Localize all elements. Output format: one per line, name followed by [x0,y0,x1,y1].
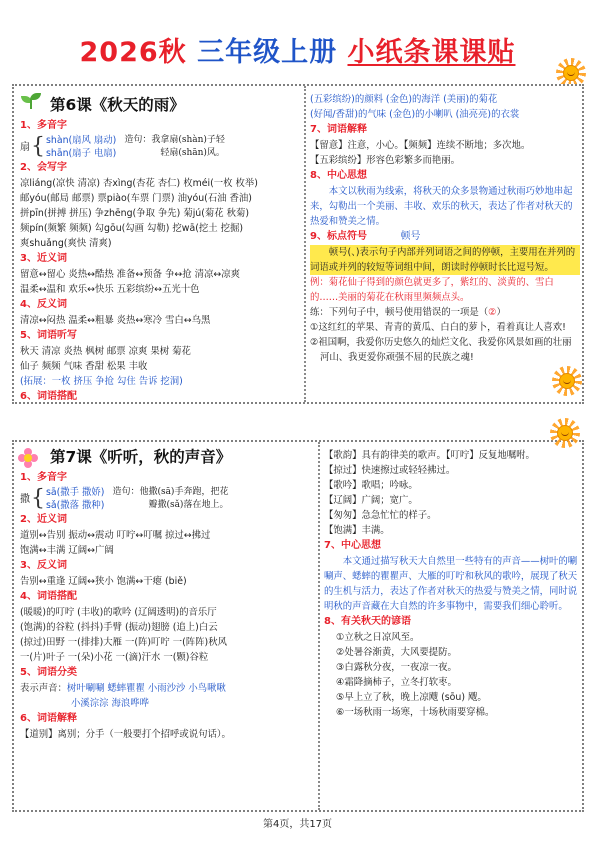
lesson7-sec-collocation: 4、词语搭配 [20,591,77,602]
punct-option-1: ①这红红的苹果、青青的黄瓜、白白的萝卜，看着真让人喜欢! [310,322,566,333]
proverb-line: ④霜降摘柿子，立冬打软枣。 [336,677,457,688]
lesson7-polyphone [20,486,314,512]
lesson6-title: 第6课《秋天的雨》 [50,96,185,114]
classify-line: 小溪淙淙 海浪哗哗 [71,698,149,709]
page-footer: 第4页，共17页 [262,819,333,830]
classify-line: 表示声音：树叶唰唰 蟋蟀瞿瞿 小雨沙沙 小鸟啾啾 [20,683,226,694]
proverb-line: ③白露秋分夜，一夜凉一夜。 [336,662,457,673]
explain-line: 【留意】注意，小心。【频频】连续不断地；多次地。 [310,140,531,151]
poly-char: 撒 [20,493,30,505]
theme-paragraph: 本文通过描写秋天大自然里一些特有的声音——树叶的唰唰声、蟋蟀的瞿瞿声、大雁的叮咛和秋风的歌吟，展现了秋天的生机与活力，表达了作者对秋天的热爱与赞美之情，同时说明秋的声音藏在大自然的许多事物中，需要我们细心聆听。 [324,556,578,612]
collocation-line: (五彩缤纷)的颜料 (金色)的海洋 (美丽)的菊花 [310,94,498,105]
synonym-line: 道别↔告别 振动↔震动 叮咛↔叮嘱 掠过↔拂过 [20,530,211,541]
proverb-line: ⑥一场秋雨一场寒，十场秋雨要穿棉。 [336,707,495,718]
sun-icon [550,418,580,448]
writing-line: 邮yóu(邮局 邮票) 票piào(车票 门票) 油yóu(石油 香油) [20,193,252,204]
title-subject: 小纸条课课贴 [347,37,516,68]
lesson7-sec-theme: 7、中心思想 [324,540,381,551]
lesson7-sec-explain: 6、词语解释 [20,713,77,724]
poly-reading-1: shàn(扇风 扇动) [46,135,117,146]
dictation-line: 秋天 清凉 炎热 枫树 邮票 凉爽 果树 菊花 [20,346,191,357]
brace-icon: { [31,134,45,159]
proverb-line: ②处暑谷渐黄，大风要提防。 [336,647,457,658]
lesson7-sec-proverbs: 8、有关秋天的谚语 [324,616,411,627]
lesson6-sec-polyphone: 1、多音字 [20,120,67,131]
brace-icon: { [31,486,45,511]
lesson6-sec-writing: 2、会写字 [20,162,67,173]
synonym-line: 温柔↔温和 欢乐↔快乐 五彩缤纷↔五光十色 [20,284,200,295]
explain-line: 【辽阔】广阔；宽广。 [324,495,418,506]
lesson6-sec-dictation: 5、词语听写 [20,330,77,341]
explain-line: 【歌韵】具有韵律美的歌声。【叮咛】反复地嘱咐。 [324,450,535,461]
lesson6-left-column [20,94,300,405]
dictation-line: 仙子 频频 气味 香甜 松果 丰收 [20,361,148,372]
lesson7-left-column [20,446,314,742]
poly-reading-2: shān(扇子 电扇) [46,148,117,159]
poly-example-1: 造句：我拿扇(shàn)子轻 [124,135,225,145]
poly-char: 扇 [20,141,30,153]
lesson7-right-column [324,448,580,720]
collocation-line: (饱满)的谷粒 (抖抖)手臂 (振动)翅膀 (追上)白云 [20,622,218,633]
explain-line: 【道别】离别；分手（一般要打个招呼或说句话）。 [20,729,231,740]
dictation-line: (拓展：一枚 挤压 争抢 勾住 告诉 挖洞) [20,376,183,387]
proverb-line: ①立秋之日凉风至。 [336,632,420,643]
antonym-line: 告别↔重逢 辽阔↔狭小 饱满↔干瘪 (biě) [20,576,187,587]
page-title [0,30,595,69]
lesson6-sec-punct: 9、标点符号 顿号 [310,231,421,242]
lesson7-sec-antonyms: 3、反义词 [20,560,67,571]
writing-line: 拼pīn(拼搏 拼压) 争zhēng(争取 争先) 菊jú(菊花 秋菊) [20,208,250,219]
lesson6-sec-explain: 7、词语解释 [310,124,367,135]
punct-note: 顿号 [400,231,421,242]
collocation-line: (暖暖)的叮咛 (丰收)的歌吟 (辽阔透明)的音乐厅 [20,607,217,618]
lesson7-sec-polyphone: 1、多音字 [20,472,67,483]
punct-exercise: 练：下列句子中，顿号使用错误的一项是（②） [310,307,506,318]
column-divider [318,442,320,810]
lesson6-sec-synonyms: 3、近义词 [20,253,67,264]
lesson6-right-column [310,92,580,365]
lesson7-title: 第7课《听听，秋的声音》 [50,448,232,466]
punct-option-2: ②祖国啊，我爱你历史悠久的灿烂文化、我爱你风景如画的壮丽河山、我更爱你顽强不屈的民族之魂! [310,337,572,363]
collocation-line: (好闻/香甜)的气味 (金色)的小喇叭 (油亮亮)的衣裳 [310,109,520,120]
punct-example: 例：菊花仙子得到的颜色就更多了，紫红的、淡黄的、雪白的……美丽的菊花在秋雨里频频点头。 [310,277,554,303]
poly-example-1: 造句：他撒(sā)手奔跑，把花 [112,487,229,497]
explain-line: 【歌吟】歌唱；吟咏。 [324,480,418,491]
writing-line: 凉liáng(凉快 清凉) 杏xìng(杏花 杏仁) 枚méi(一枚 枚举) [20,178,258,189]
antonym-line: 清凉↔闷热 温柔↔粗暴 炎热↔寒冷 雪白↔乌黑 [20,315,211,326]
title-year: 2026秋 [79,37,187,68]
lesson6-sec-theme: 8、中心思想 [310,170,367,181]
explain-line: 【饱满】丰满。 [324,525,390,536]
lesson6-polyphone [20,134,300,160]
lesson7-sec-synonyms: 2、近义词 [20,514,67,525]
theme-paragraph: 本文以秋雨为线索，将秋天的众多景物通过秋雨巧妙地串起来，勾勒出一个美丽、丰收、欢乐的秋天，表达了作者对秋天的热爱和赞美之情。 [310,186,573,227]
lesson7-card [12,440,584,812]
punct-answer: ② [488,307,497,318]
poly-example-2: 轻扇(shān)风。 [160,148,225,158]
punct-rule: 顿号(、)表示句子内部并列词语之间的停顿，主要用在并列的词语或并列的较短等词组中间，朗读时停顿时长比逗号短。 [310,245,580,275]
synonym-line: 饱满↔丰满 辽阔↔广阔 [20,545,114,556]
synonym-line: 留意↔留心 炎热↔酷热 准备↔预备 争↔抢 清凉↔凉爽 [20,269,240,280]
poly-reading-1: sā(撒手 撒娇) [46,487,105,498]
poly-example-2: 瓣撒(sǎ)落在地上。 [148,500,229,510]
title-grade: 三年级上册 [197,37,338,68]
explain-line: 【匆匆】急急忙忙的样子。 [324,510,437,521]
sun-icon [552,366,582,396]
poly-reading-2: sǎ(撒落 撒种) [46,500,105,511]
writing-line: 频pín(频繁 频频) 勾gōu(勾画 勾勒) 挖wā(挖土 挖掘) [20,223,244,234]
lesson6-card [12,84,584,404]
lesson6-sec-antonyms: 4、反义词 [20,299,67,310]
explain-line: 【五彩缤纷】形容色彩繁多而艳丽。 [310,155,461,166]
explain-line: 【掠过】快速擦过或轻轻拂过。 [324,465,456,476]
collocation-line: (掠过)田野 一(排排)大雁 一(阵)叮咛 一(阵阵)秋风 [20,637,227,648]
lesson6-sec-collocation: 6、词语搭配 [20,391,77,402]
writing-line: 爽shuǎng(爽快 清爽) [20,238,112,249]
proverb-line: ⑤早上立了秋，晚上凉飕 (sōu) 飕。 [336,692,487,703]
lesson7-sec-classify: 5、词语分类 [20,667,77,678]
column-divider [304,86,306,402]
collocation-line: 一(片)叶子 一(朵)小花 一(滴)汗水 一(颗)谷粒 [20,652,209,663]
